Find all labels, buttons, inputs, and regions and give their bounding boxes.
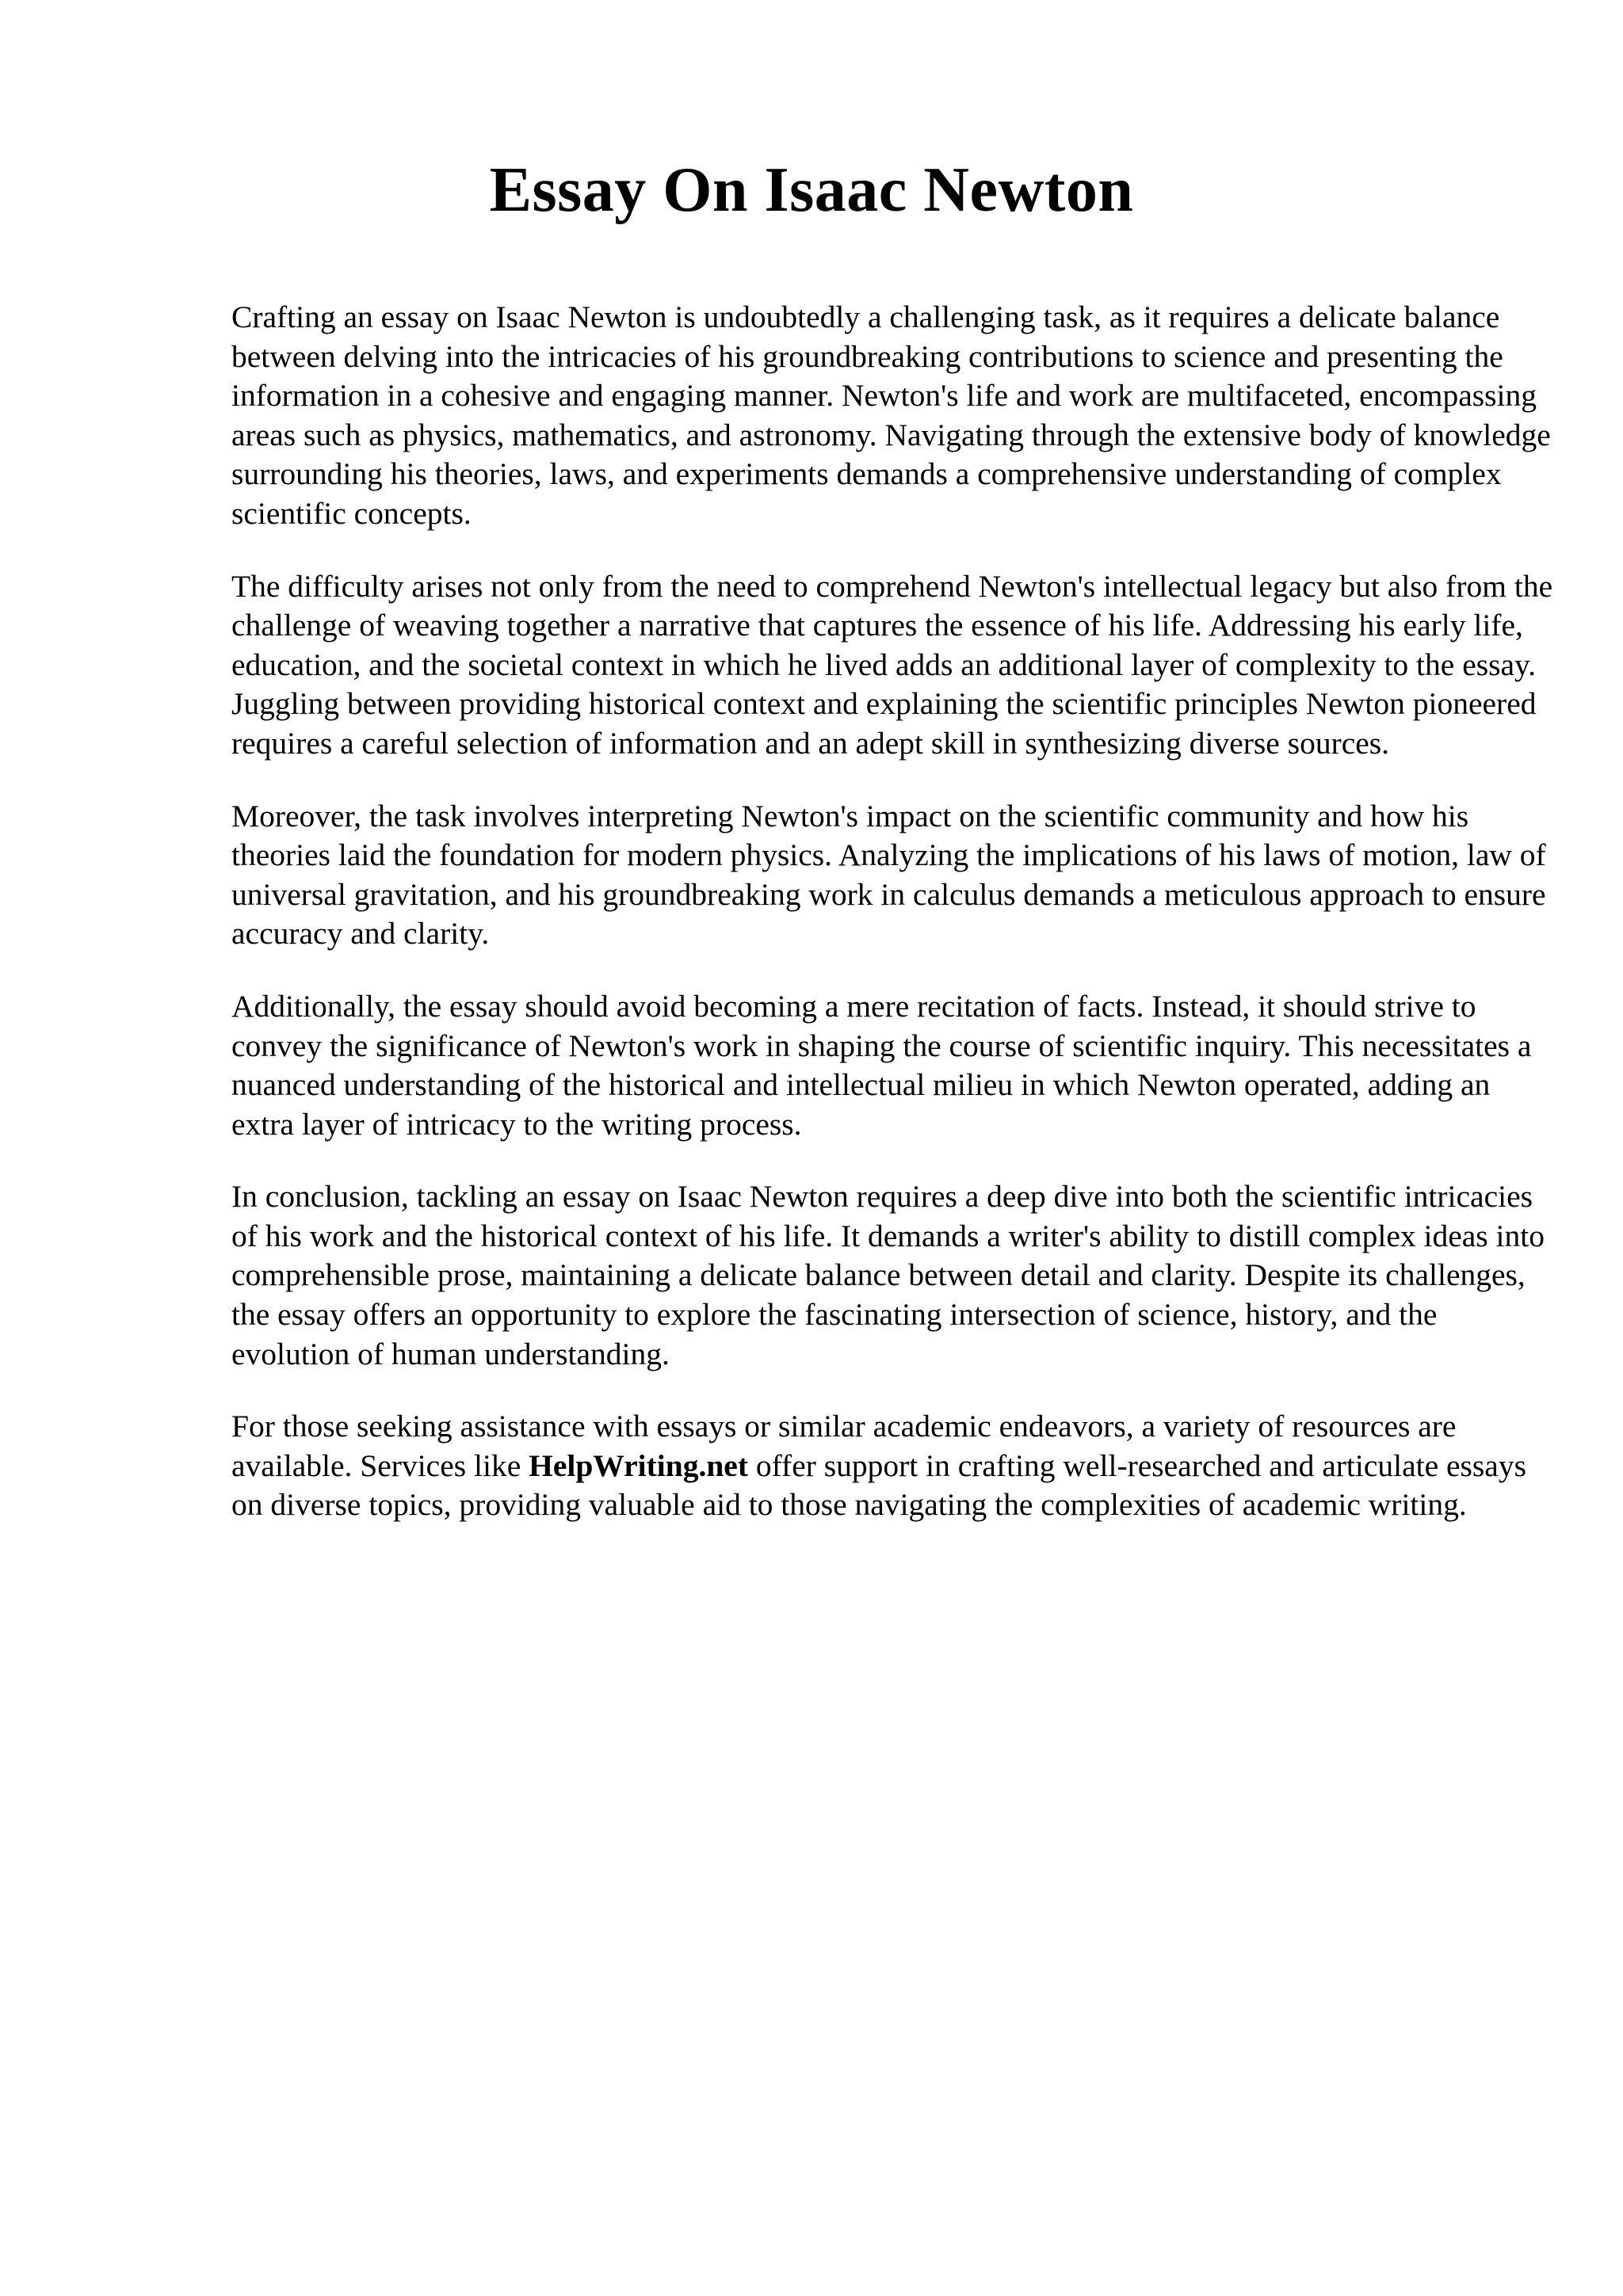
paragraph-6-outro: offer support in crafting well-researched and articulate essays on diverse topics, providing valuable aid to those navigating the complexities of academic writing. <box>231 1447 1526 1523</box>
paragraph-6-intro: For those seeking assistance with essays or similar academic endeavors, a variety of resources are available. Services like <box>231 1409 1457 1483</box>
paragraph-6 <box>231 1407 1553 1525</box>
paragraph-2: The difficulty arises not only from the need to comprehend Newton's intellectual legacy but also from the challenge of weaving together a narrative that captures the essence of his life. Addressing his early life, education, and the societal context in which he lived adds an additional layer of complexity to the essay. Juggling between providing historical context and explaining the scientific principles Newton pioneered requires a careful selection of information and an adept skill in synthesizing diverse sources. <box>231 568 1553 761</box>
document-title: Essay On Isaac Newton <box>489 155 1134 225</box>
paragraph-1: Crafting an essay on Isaac Newton is undoubtedly a challenging task, as it requires a delicate balance between delving into the intricacies of his groundbreaking contributions to science and presenting the information in a cohesive and engaging manner. Newton's life and work are multifaceted, encompassing areas such as physics, mathematics, and astronomy. Navigating through the extensive body of knowledge surrounding his theories, laws, and experiments demands a comprehensive understanding of complex scientific concepts. <box>231 299 1551 531</box>
paragraph-4: Additionally, the essay should avoid becoming a mere recitation of facts. Instead, it should strive to convey the significance of Newton's work in shaping the course of scientific inquiry. This necessitates a nuanced understanding of the historical and intellectual milieu in which Newton operated, adding an extra layer of intricacy to the writing process. <box>231 988 1532 1142</box>
paragraph-3: Moreover, the task involves interpreting Newton's impact on the scientific community and how his theories laid the foundation for modern physics. Analyzing the implications of his laws of motion, law of universal gravitation, and his groundbreaking work in calculus demands a meticulous approach to ensure accuracy and clarity. <box>231 798 1546 952</box>
helpwriting-link[interactable]: HelpWriting.net <box>529 1447 748 1483</box>
document-body <box>231 298 1553 1558</box>
paragraph-5: In conclusion, tackling an essay on Isaac Newton requires a deep dive into both the scientific intricacies of his work and the historical context of his life. It demands a writer's ability to distill complex ideas into comprehensible prose, maintaining a delicate balance between detail and clarity. Despite its challenges, the essay offers an opportunity to explore the fascinating intersection of science, history, and the evolution of human understanding. <box>231 1179 1545 1371</box>
